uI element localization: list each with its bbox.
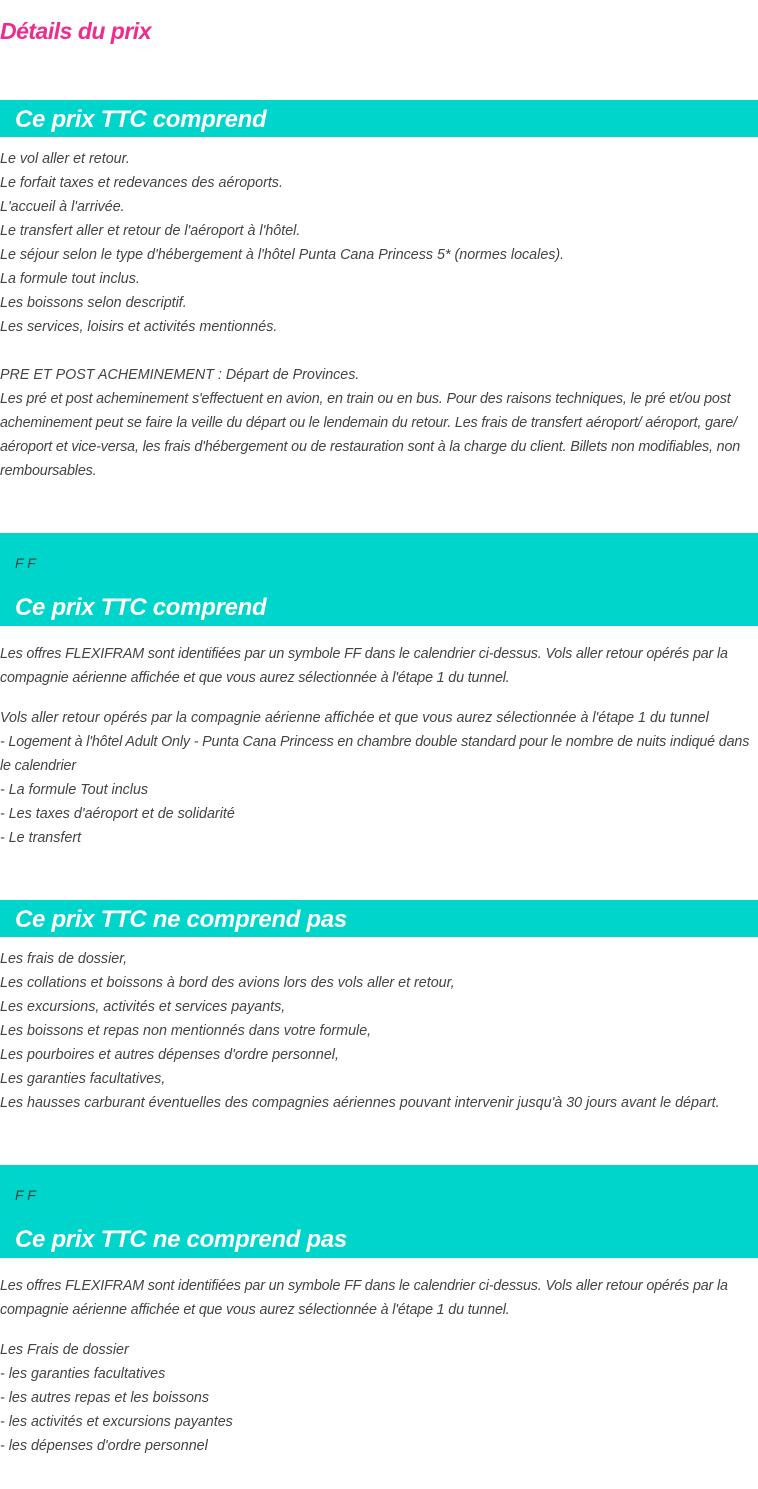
list-item: Le vol aller et retour. [0,151,130,167]
list-item: Le transfert aller et retour de l'aéroport à l'hôtel. [0,223,301,239]
list-item: Vols aller retour opérés par la compagnie aérienne affichée et que vous aurez sélectionnée à l'étape 1 du tunnel [0,710,709,726]
section-header-ff-excludes [0,1165,758,1258]
list-item: - Le transfert [0,830,82,846]
list-item: - les garanties facultatives [0,1366,166,1382]
list-item: Les frais de dossier, [0,951,128,967]
section-title: Ce prix TTC ne comprend pas [15,1226,347,1253]
list-item: Les collations et boissons à bord des avions lors des vols aller et retour, [0,975,455,991]
pre-post-heading [0,363,758,387]
ff-includes-list [0,706,758,850]
list-item: Les services, loisirs et activités mentionnés. [0,319,278,335]
section-title: Ce prix TTC ne comprend pas [15,906,347,933]
section-header-excludes [0,900,758,937]
list-item: L'accueil à l'arrivée. [0,199,125,215]
list-item: Les garanties facultatives, [0,1071,166,1087]
ff-tag: F F [15,555,36,571]
list-item: Les excursions, activités et services payants, [0,999,286,1015]
section-header-includes [0,100,758,137]
list-item: Les pourboires et autres dépenses d'ordre personnel, [0,1047,339,1063]
ff-intro-paragraph: Les offres FLEXIFRAM sont identifiées par un symbole FF dans le calendrier ci-dessus. Vols aller retour opérés par la compagnie aérienne affichée et que vous aurez sélectionnée à l'étape 1 du tunnel. [0,1278,728,1318]
list-item: - les autres repas et les boissons [0,1390,209,1406]
list-item: - les dépenses d'ordre personnel [0,1438,208,1454]
list-item: - Logement à l'hôtel Adult Only - Punta Cana Princess en chambre double standard pour le nombre de nuits indiqué dans le calendrier [0,734,750,774]
pre-post-paragraph: Les pré et post acheminement s'effectuent en avion, en train ou en bus. Pour des raisons techniques, le pré et/ou post acheminement peut se faire la veille du départ ou le lendemain du retour. Les frais de transfert aéroport/ aéroport, gare/ aéroport et vice-versa, les frais d'hébergement ou de restauration sont à la charge du client. Billets non modifiables, non remboursables. [0,391,741,479]
includes-list [0,147,758,339]
list-item: Les Frais de dossier [0,1342,129,1358]
list-item: - les activités et excursions payantes [0,1414,233,1430]
list-item: Les hausses carburant éventuelles des compagnies aériennes pouvant intervenir jusqu'à 30 jours avant le départ. [0,1095,720,1111]
page-title: Détails du prix [0,18,151,44]
section-header-ff-includes [0,533,758,626]
ff-excludes-list [0,1338,758,1458]
ff-intro-paragraph: Les offres FLEXIFRAM sont identifiées par un symbole FF dans le calendrier ci-dessus. Vols aller retour opérés par la compagnie aérienne affichée et que vous aurez sélectionnée à l'étape 1 du tunnel. [0,646,728,686]
section-title: Ce prix TTC comprend [15,594,267,621]
list-item: Le forfait taxes et redevances des aéroports. [0,175,283,191]
excludes-list [0,947,758,1115]
ff-tag: F F [15,1187,36,1203]
list-item: La formule tout inclus. [0,271,140,287]
pre-post-heading-text: PRE ET POST ACHEMINEMENT : Départ de Provinces. [0,367,360,383]
list-item: - La formule Tout inclus [0,782,149,798]
list-item: Les boissons selon descriptif. [0,295,187,311]
list-item: Les boissons et repas non mentionnés dans votre formule, [0,1023,372,1039]
list-item: - Les taxes d'aéroport et de solidarité [0,806,235,822]
section-title: Ce prix TTC comprend [15,106,267,133]
list-item: Le séjour selon le type d'hébergement à l'hôtel Punta Cana Princess 5* (normes locales). [0,247,565,263]
